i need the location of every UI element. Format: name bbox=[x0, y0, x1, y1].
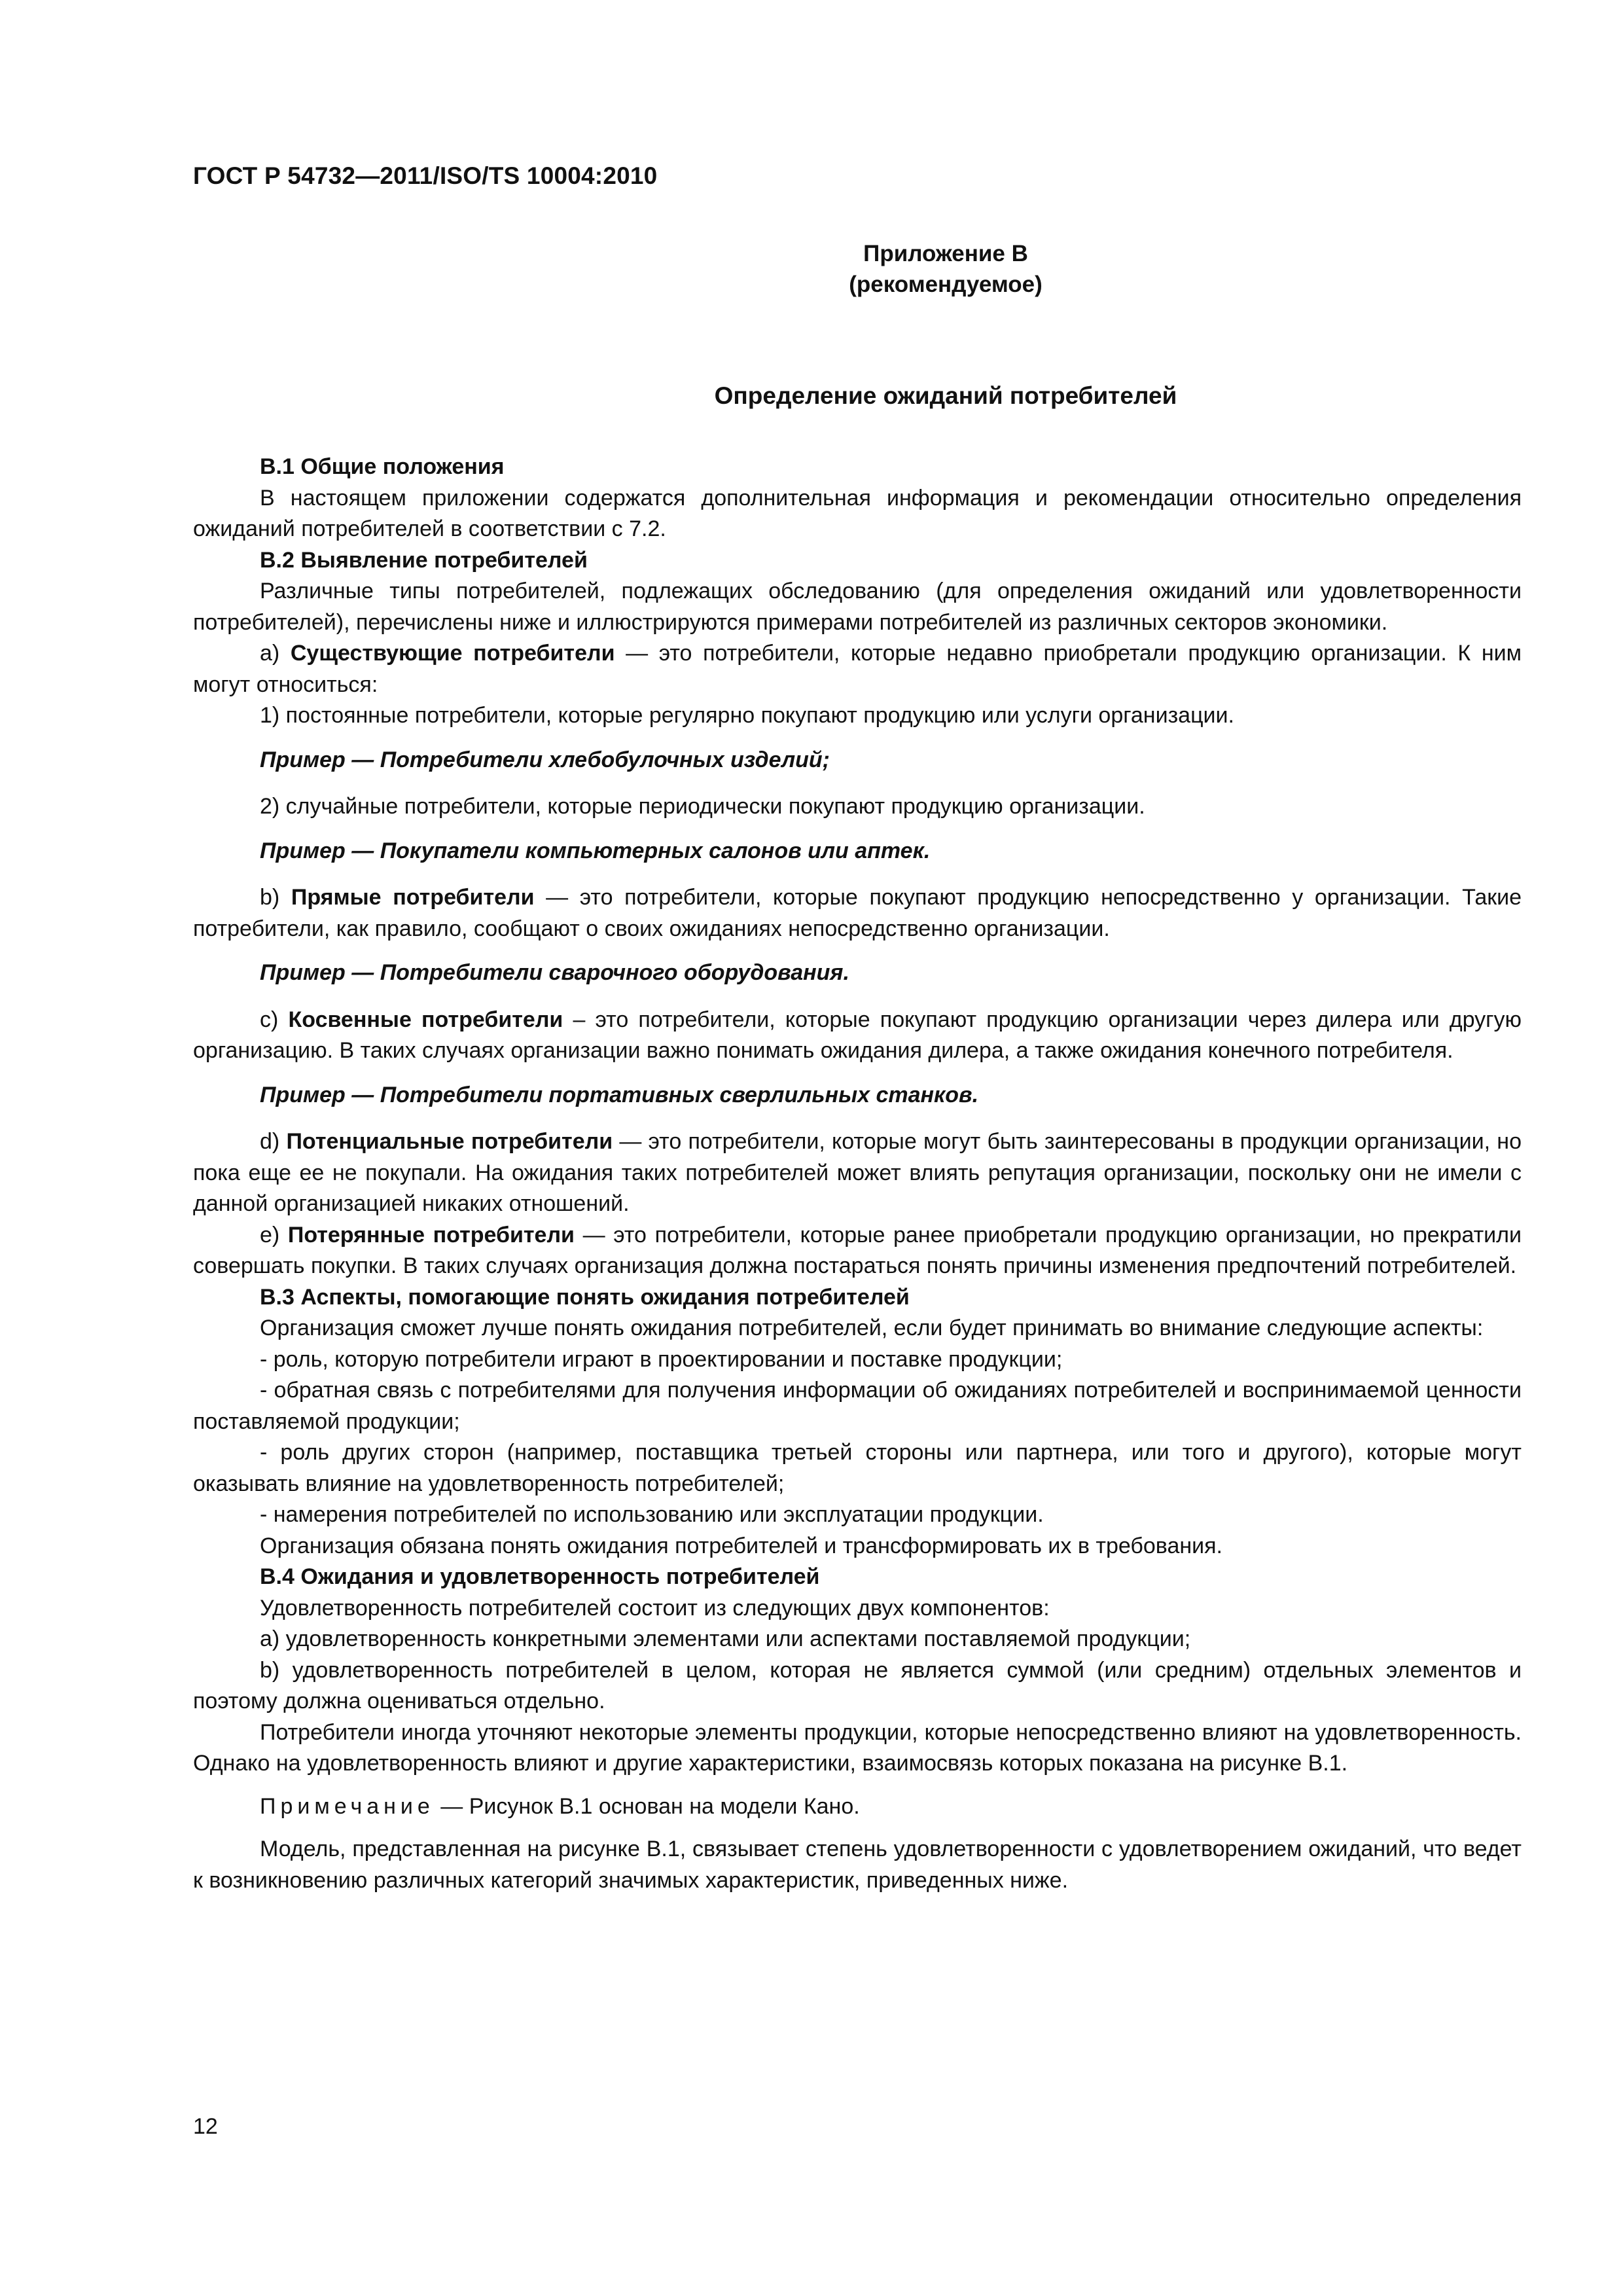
annex-title: Определение ожиданий потребителей bbox=[714, 382, 1177, 409]
list-item: - роль других сторон (например, поставщика третьей стороны или партнера, или того и другого), которые могут оказывать влияние на удовлетворенность потребителей; bbox=[193, 1440, 1522, 1496]
list-item: - роль, которую потребители играют в проектировании и поставке продукции; bbox=[260, 1346, 1063, 1372]
list-item-e bbox=[193, 1220, 1522, 1282]
example: Пример — Покупатели компьютерных салонов или аптек. bbox=[260, 838, 931, 863]
example: Пример — Потребители сварочного оборудования. bbox=[260, 960, 849, 985]
term: Потерянные потребители bbox=[287, 1222, 575, 1247]
section-heading-b1: В.1 Общие положения bbox=[260, 454, 505, 479]
paragraph: Различные типы потребителей, подлежащих обследованию (для определения ожиданий или удовлетворенности потребителей), перечислены ниже и иллюстрируются примерами потребителей из различных секторов экономики. bbox=[193, 579, 1522, 635]
section-heading-b4: В.4 Ожидания и удовлетворенность потребителей bbox=[260, 1564, 820, 1589]
item-text: — это потребители, которые недавно приобретали продукцию организации. К ним могут относиться: bbox=[193, 641, 1522, 697]
list-item-c bbox=[193, 1005, 1522, 1067]
list-item: - намерения потребителей по использованию или эксплуатации продукции. bbox=[260, 1502, 1044, 1527]
annex-label: Приложение В bbox=[863, 241, 1028, 266]
paragraph: В настоящем приложении содержатся дополнительная информация и рекомендации относительно определения ожиданий потребителей в соответствии с 7.2. bbox=[193, 485, 1522, 541]
term: Косвенные потребители bbox=[288, 1007, 563, 1032]
item-label: е) bbox=[260, 1222, 280, 1247]
note bbox=[193, 1791, 1522, 1823]
item-text: – это потребители, которые покупают продукцию организации через дилера или другую организацию. В таких случаях организации важно понимать ожидания дилера, а также ожидания конечного потребителя. bbox=[193, 1007, 1522, 1063]
section-heading-b2: В.2 Выявление потребителей bbox=[260, 547, 588, 573]
item-text: — это потребители, которые покупают продукцию непосредственно у организации. Такие потребители, как правило, сообщают о своих ожиданиях непосредственно организации. bbox=[193, 885, 1522, 941]
body-text bbox=[193, 452, 1522, 1896]
list-item-d bbox=[193, 1126, 1522, 1220]
term: Прямые потребители bbox=[291, 885, 535, 910]
section-heading-b3: В.3 Аспекты, помогающие понять ожидания потребителей bbox=[260, 1284, 910, 1310]
term: Потенциальные потребители bbox=[286, 1129, 613, 1154]
paragraph: Модель, представленная на рисунке В.1, связывает степень удовлетворенности с удовлетворением ожиданий, что ведет к возникновению различных категорий значимых характеристик, приведенных ниже. bbox=[193, 1837, 1522, 1893]
annex-heading bbox=[0, 238, 1623, 300]
item-label: с) bbox=[260, 1007, 279, 1032]
paragraph: Организация обязана понять ожидания потребителей и трансформировать их в требования. bbox=[260, 1533, 1222, 1558]
page-number: 12 bbox=[193, 2114, 218, 2139]
example: Пример — Потребители портативных сверлильных станков. bbox=[260, 1082, 979, 1107]
example: Пример — Потребители хлебобулочных изделий; bbox=[260, 747, 830, 772]
list-item: а) удовлетворенность конкретными элементами или аспектами поставляемой продукции; bbox=[260, 1626, 1191, 1651]
item-label: d) bbox=[260, 1129, 280, 1154]
annex-status: (рекомендуемое) bbox=[849, 272, 1043, 297]
term: Существующие потребители bbox=[290, 641, 615, 666]
list-item-b bbox=[193, 882, 1522, 944]
note-label: Примечание bbox=[260, 1793, 435, 1819]
list-item: b) удовлетворенность потребителей в целом, которая не является суммой (или средним) отдельных элементов и поэтому должна оцениваться отдельно. bbox=[193, 1657, 1522, 1713]
paragraph: Потребители иногда уточняют некоторые элементы продукции, которые непосредственно влияют на удовлетворенность. Однако на удовлетворенность влияют и другие характеристики, взаимосвязь которых показана на рисунке В.1. bbox=[193, 1719, 1522, 1776]
list-item-a1: 1) постоянные потребители, которые регулярно покупают продукцию или услуги организации. bbox=[260, 703, 1234, 728]
document-header: ГОСТ Р 54732—2011/ISO/TS 10004:2010 bbox=[193, 162, 658, 189]
list-item-a bbox=[193, 638, 1522, 700]
item-text: — это потребители, которые могут быть заинтересованы в продукции организации, но пока еще ее не покупали. На ожидания таких потребителей может влиять репутация организации, поскольку они не имели с данной организацией никаких отношений. bbox=[193, 1129, 1522, 1216]
paragraph: Удовлетворенность потребителей состоит из следующих двух компонентов: bbox=[260, 1595, 1050, 1621]
item-label: b) bbox=[260, 885, 280, 910]
item-label: а) bbox=[260, 641, 280, 666]
list-item: - обратная связь с потребителями для получения информации об ожиданиях потребителей и воспринимаемой ценности поставляемой продукции; bbox=[193, 1378, 1522, 1434]
paragraph: Организация сможет лучше понять ожидания потребителей, если будет принимать во внимание следующие аспекты: bbox=[260, 1316, 1484, 1340]
item-text: — это потребители, которые ранее приобретали продукцию организации, но прекратили совершать покупки. В таких случаях организация должна постараться понять причины изменения предпочтений потребителей. bbox=[193, 1222, 1522, 1278]
list-item-a2: 2) случайные потребители, которые периодически покупают продукцию организации. bbox=[260, 794, 1145, 819]
note-text: — Рисунок В.1 основан на модели Кано. bbox=[440, 1793, 860, 1819]
